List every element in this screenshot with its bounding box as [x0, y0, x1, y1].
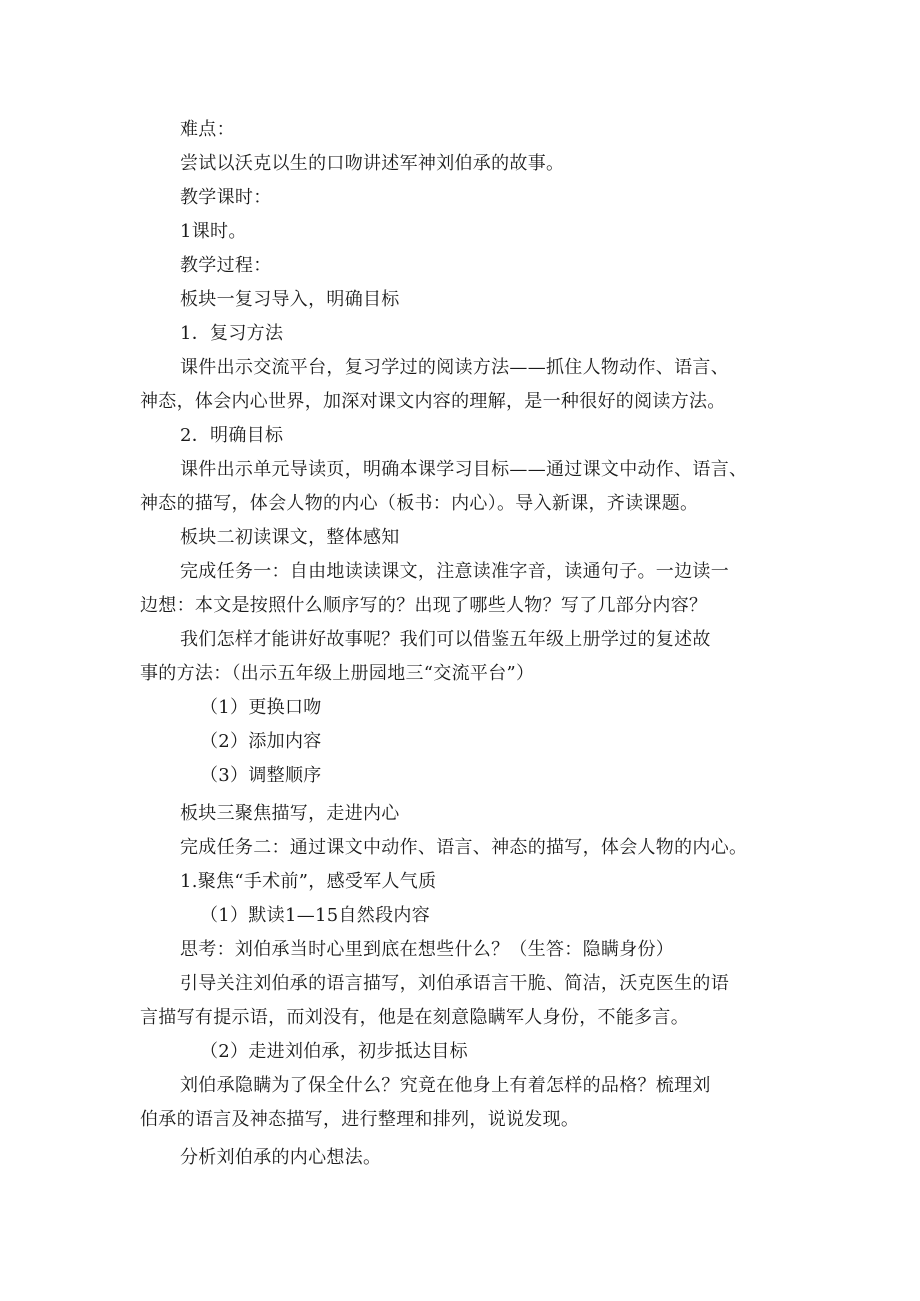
text-line: 我们怎样才能讲好故事呢？我们可以借鉴五年级上册学过的复述故 [180, 629, 711, 650]
text-line: 2．明确目标 [180, 425, 284, 446]
text-line: 课件出示单元导读页，明确本课学习目标——通过课文中动作、语言、 [180, 459, 748, 480]
text-line: 难点： [180, 119, 235, 140]
text-line: 1.聚焦“手术前”，感受军人气质 [180, 871, 437, 892]
text-line: 事的方法：（出示五年级上册园地三“交流平台”） [140, 663, 535, 684]
text-line: 完成任务一：自由地读读课文，注意读准字音，读通句子。一边读一 [180, 561, 729, 582]
text-line: （1）更换口吻 [200, 697, 322, 718]
text-line: 教学过程： [180, 255, 272, 276]
text-line: 1课时。 [180, 221, 247, 242]
text-line: 课件出示交流平台，复习学过的阅读方法——抓住人物动作、语言、 [180, 357, 729, 378]
text-line: 板块二初读课文，整体感知 [180, 527, 400, 548]
text-line: 1．复习方法 [180, 323, 284, 344]
text-line: 言描写有提示语，而刘没有，他是在刻意隐瞒军人身份，不能多言。 [140, 1007, 689, 1028]
text-line: 教学课时： [180, 187, 272, 208]
text-line: 刘伯承隐瞒为了保全什么？究竟在他身上有着怎样的品格？梳理刘 [180, 1075, 711, 1096]
text-line: 板块三聚焦描写，走进内心 [180, 803, 400, 824]
text-line: 伯承的语言及神态描写，进行整理和排列，说说发现。 [140, 1109, 580, 1130]
text-line: （2）添加内容 [200, 731, 322, 752]
text-line: 神态的描写，体会人物的内心（板书：内心）。导入新课，齐读课题。 [140, 493, 699, 514]
text-line: （2）走进刘伯承，初步抵达目标 [200, 1041, 468, 1062]
text-line: 神态，体会内心世界，加深对课文内容的理解，是一种很好的阅读方法。 [140, 391, 726, 412]
text-line: 思考：刘伯承当时心里到底在想些什么？（生答：隐瞒身份） [180, 939, 675, 960]
text-line: （3）调整顺序 [200, 765, 322, 786]
text-line: 尝试以沃克以生的口吻讲述军神刘伯承的故事。 [180, 153, 565, 174]
text-line: 板块一复习导入，明确目标 [180, 289, 400, 310]
text-line: 分析刘伯承的内心想法。 [180, 1147, 382, 1168]
text-line: 边想：本文是按照什么顺序写的？出现了哪些人物？写了几部分内容？ [140, 595, 708, 616]
text-line: 完成任务二：通过课文中动作、语言、神态的描写，体会人物的内心。 [180, 837, 748, 858]
text-line: （1）默读1—15自然段内容 [200, 905, 431, 926]
text-line: 引导关注刘伯承的语言描写，刘伯承语言干脆、简洁，沃克医生的语 [180, 973, 729, 994]
